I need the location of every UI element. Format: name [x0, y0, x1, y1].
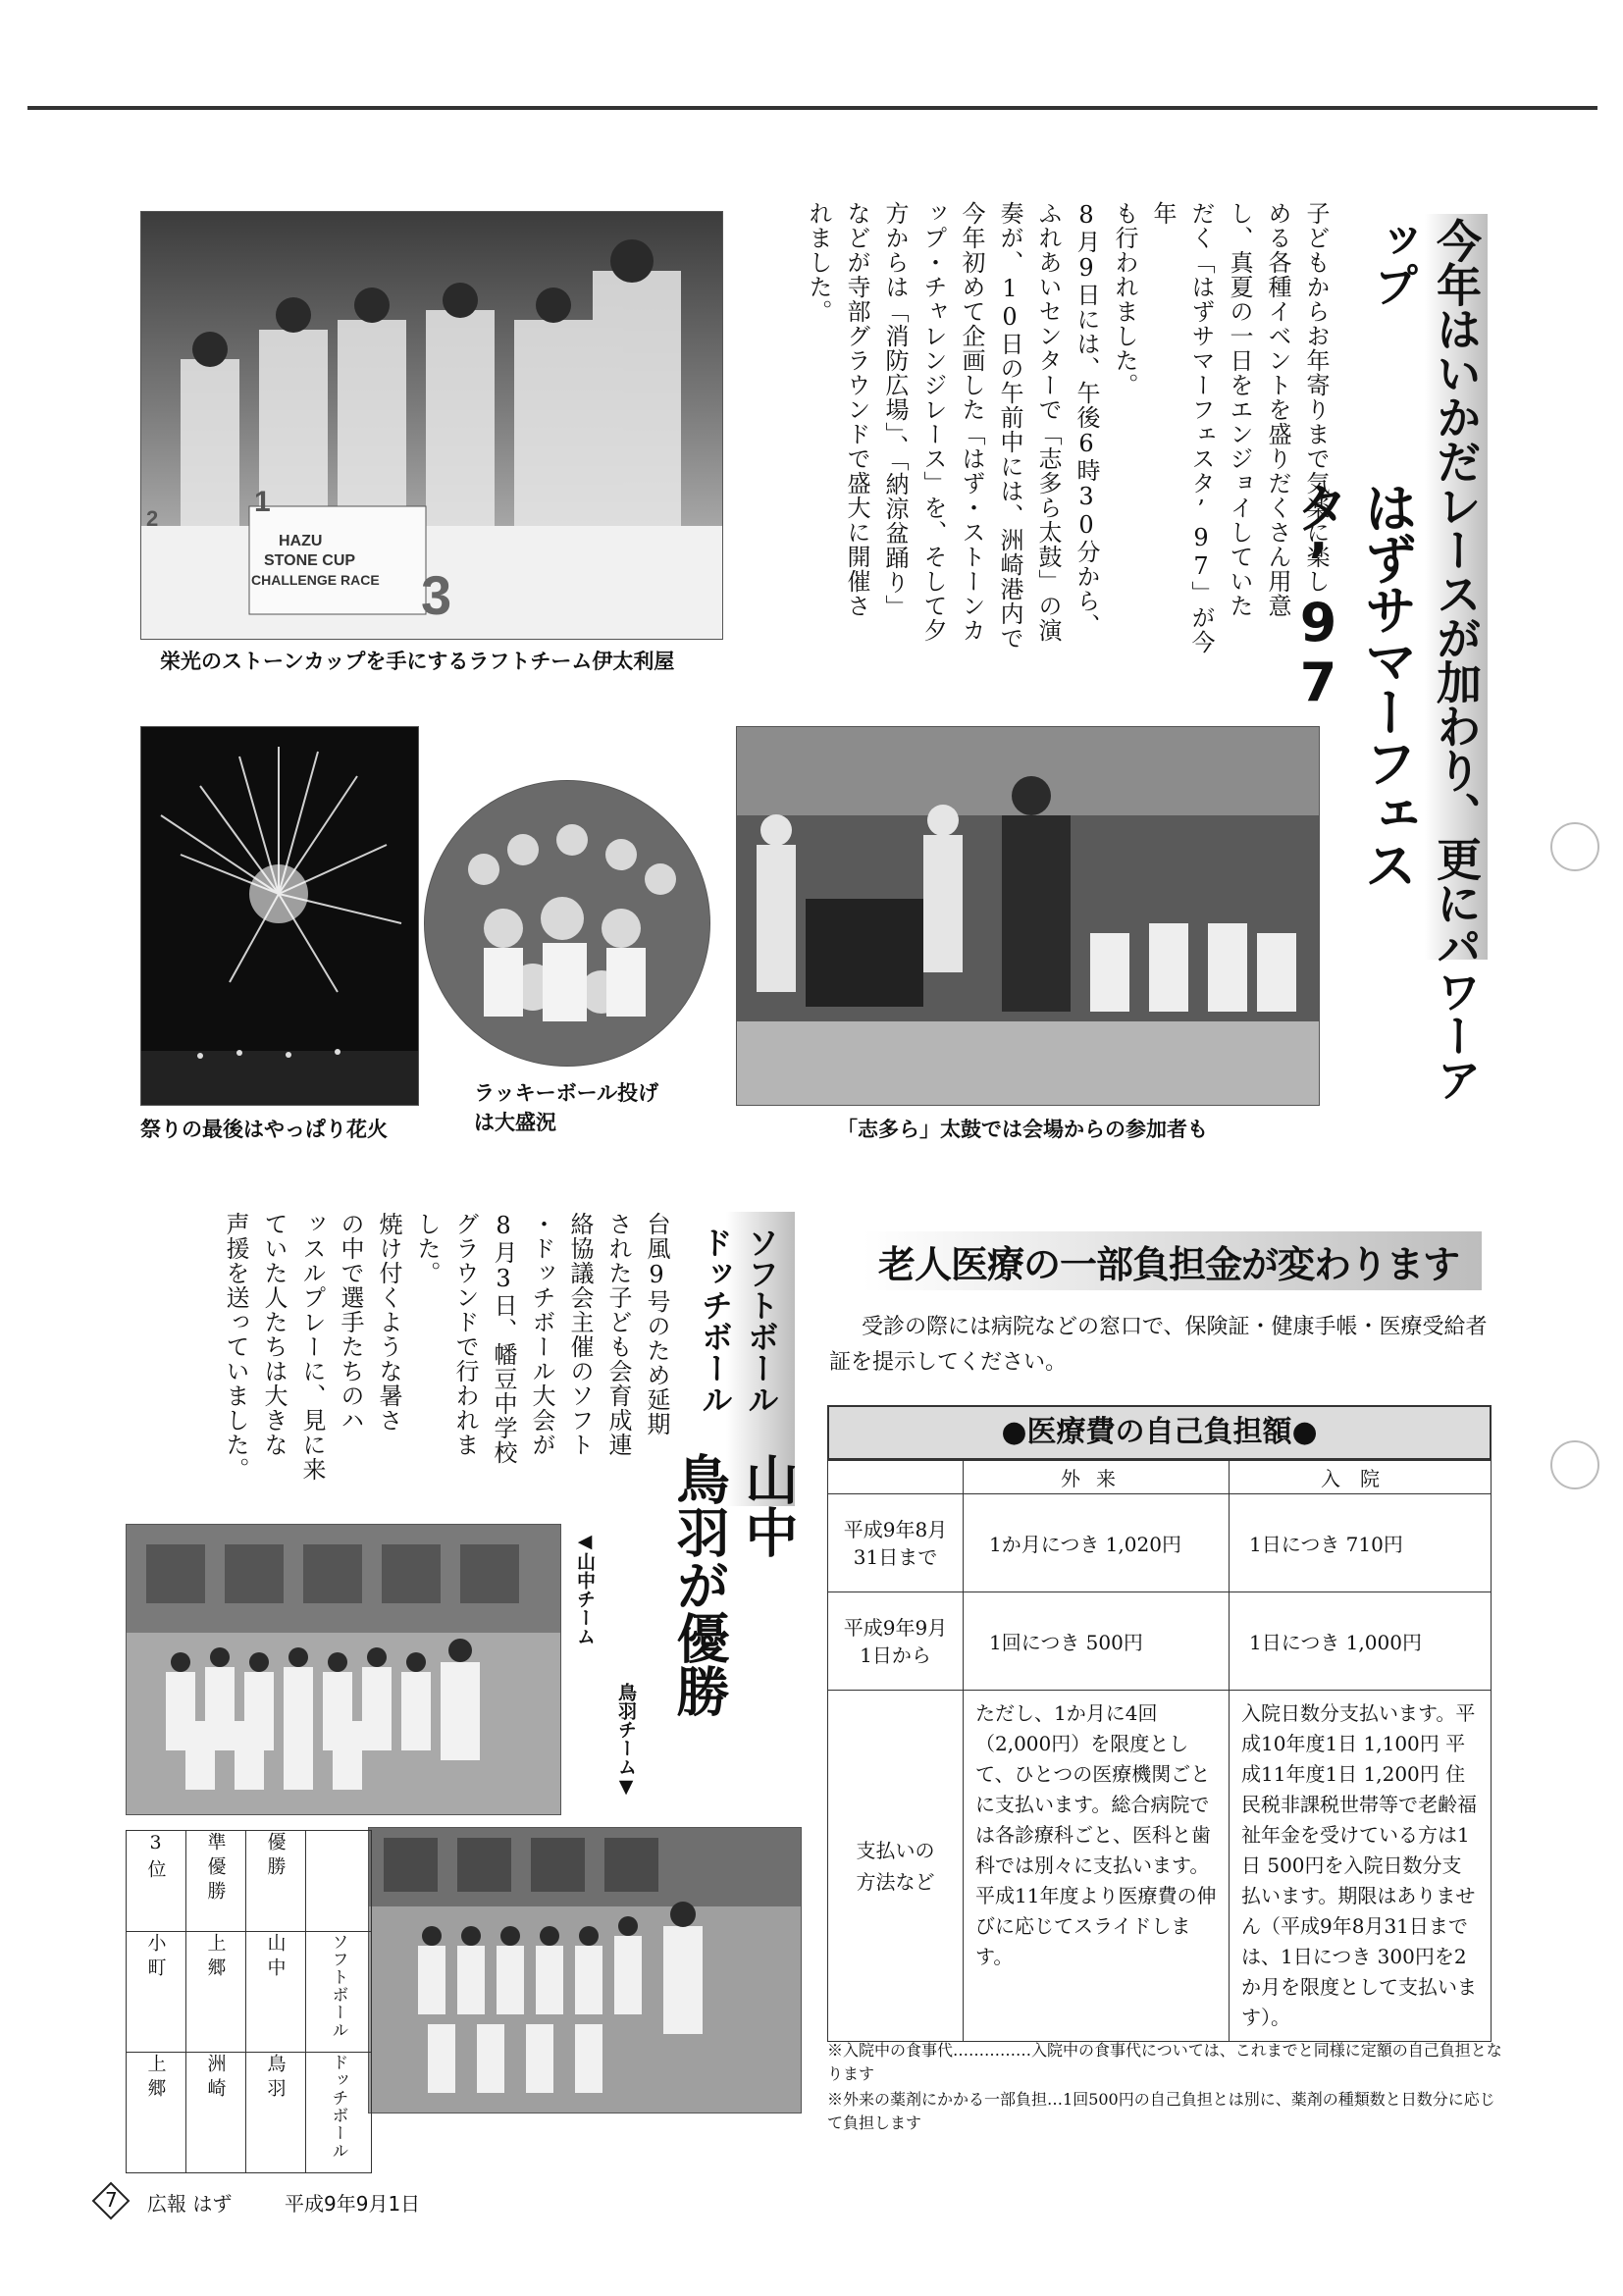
fest-body-line: ふれあいセンターで「志多ら太鼓」の演 — [1034, 201, 1062, 643]
sports-body-line: 8月3日、幡豆中学校 — [490, 1212, 517, 1465]
note-text: 1回500円の自己負担とは別に、薬剤の種類数と日数分に応じて負担します — [827, 2090, 1495, 2132]
taiko-caption: 「志多ら」太鼓では会場からの参加者も — [837, 1118, 1208, 1141]
fest-body-line: 奏が、10日の午前中には、洲崎港内で — [996, 201, 1023, 651]
toba-team-label: 鳥羽チーム▼ — [615, 1683, 637, 1798]
footer-date: 平成9年9月1日 — [285, 2192, 421, 2216]
fee-payment-label: 支払いの方法など — [828, 1691, 964, 2042]
fest-body — [746, 201, 1335, 672]
results-rank-3: 3位 — [127, 1831, 186, 1932]
fee-header-inpatient: 入院 — [1230, 1461, 1492, 1494]
results-col-dodgeball: ドッチボール — [306, 2053, 372, 2173]
fee-row-inpatient: 1日につき 1,000円 — [1230, 1592, 1492, 1691]
medical-intro: 受診の際には病院などの窓口で、保険証・健康手帳・医療受給者証を提示してください。 — [829, 1315, 1488, 1375]
fee-payment-inpatient: 入院日数分支払います。平成10年度1日 1,100円 平成11年度1日 1,200円 住民税非課税世帯等で老齢福祉年金を受けている方は1日 500円を入院日数分支払います。期限はありません（平成9年8月31日までは、1日につき 300円を2か月を限度として支払います）。 — [1230, 1691, 1492, 2042]
medical-fee-table — [827, 1405, 1492, 2042]
results-dodge-1: 鳥羽 — [246, 2053, 306, 2173]
fee-payment-outpatient: ただし、1か月に4回（2,000円）を限度として、ひとつの医療機関ごとに支払います。総合病院では各診療科ごと、医科と歯科では別々に支払います。平成11年度より医療費の伸びに応じてスライドします。 — [964, 1691, 1230, 2042]
fireworks-caption: 祭りの最後はやっぱり花火 — [140, 1118, 388, 1141]
sports-body — [126, 1212, 675, 1506]
lucky-ball-art — [425, 781, 709, 1066]
sports-body-line: ていた人たちは大きな — [260, 1212, 288, 1457]
fest-body-line: 今年初めて企画した「はず・ストーンカ — [958, 201, 985, 643]
fest-body-line: などが寺部グラウンドで盛大に開催さ — [843, 201, 870, 618]
binder-hole — [1550, 822, 1599, 871]
fee-header-outpatient: 外来 — [964, 1461, 1230, 1494]
sports-body-line: した。 — [413, 1212, 441, 1285]
results-col-softball: ソフトボール — [306, 1932, 372, 2053]
raft-team-photo — [140, 211, 723, 640]
fireworks-photo — [140, 726, 419, 1106]
taiko-photo — [736, 726, 1320, 1106]
fest-body-line: める各種イベントを盛りだくさん用意 — [1264, 201, 1291, 618]
yamanaka-team-photo — [126, 1524, 561, 1815]
sports-title-toba: 鳥羽が優勝 — [668, 1452, 730, 1717]
results-rank-1: 優勝 — [246, 1831, 306, 1932]
banner-text-3: CHALLENGE RACE — [251, 572, 380, 588]
toba-team-photo — [368, 1827, 802, 2113]
fest-headline-line1: 今年はいかだレースが加わり、更にパワーアップ — [1367, 218, 1483, 1101]
lucky-ball-caption-1: ラッキーボール投げ — [474, 1081, 659, 1105]
sports-body-line: ッスルプレーに、見に来 — [298, 1212, 326, 1482]
results-soft-3: 小町 — [127, 1932, 186, 2053]
fest-body-line: 方からは「消防広場」、「納涼盆踊り」 — [881, 201, 909, 619]
medical-note-2 — [827, 2088, 1504, 2135]
sports-body-line: 絡協議会主催のソフト — [566, 1212, 594, 1457]
sports-title-dodgeball: ドッチボール — [697, 1226, 734, 1415]
footer-publication: 広報 はず — [147, 2192, 233, 2216]
lucky-ball-photo — [424, 780, 710, 1067]
note-text: 入院中の食事代については、これまでと同様に定額の自己負担となります — [827, 2041, 1502, 2083]
sports-body-line: 台風9号のため延期 — [643, 1212, 670, 1436]
fee-row-outpatient: 1回につき 500円 — [964, 1592, 1230, 1691]
raft-photo-caption: 栄光のストーンカップを手にするラフトチーム伊太利屋 — [160, 650, 675, 673]
results-dodge-3: 上郷 — [127, 2053, 186, 2173]
sports-body-line: 焼け付くような暑さ — [375, 1212, 402, 1433]
fest-body-line: し、真夏の一日をエンジョイしていた — [1226, 201, 1253, 618]
fest-body-line: ップ・チャレンジレース」を、そして夕 — [919, 201, 947, 643]
top-rule — [27, 106, 1597, 110]
fee-row-inpatient: 1日につき 710円 — [1230, 1494, 1492, 1592]
yamanaka-team-label: ◀山中チーム — [574, 1531, 596, 1645]
page-number-badge — [90, 2180, 131, 2221]
fest-body-line: も行われました。 — [1111, 201, 1138, 397]
raft-photo-art — [141, 212, 722, 639]
medical-title: 老人医療の一部負担金が変わります — [878, 1243, 1460, 1286]
fee-grid — [827, 1460, 1492, 2042]
results-soft-2: 上郷 — [186, 1932, 246, 2053]
sports-body-line: 声援を送っていました。 — [222, 1212, 249, 1482]
svg-text:1: 1 — [254, 486, 271, 518]
fest-body-line: れました。 — [805, 201, 832, 324]
sports-body-line: グラウンドで行われま — [451, 1212, 479, 1457]
note-label: ※外来の薬剤にかかる一部負担… — [827, 2090, 1064, 2109]
banner-text-2: STONE CUP — [264, 552, 356, 569]
binder-hole — [1550, 1440, 1599, 1489]
yamanaka-photo-art — [127, 1525, 560, 1814]
results-corner — [306, 1831, 372, 1932]
taiko-art — [737, 727, 1319, 1105]
fest-body-line: 8月9日には、午後6時30分から、 — [1073, 201, 1100, 638]
results-rank-2: 準優勝 — [186, 1831, 246, 1932]
svg-text:3: 3 — [421, 564, 452, 626]
sports-body-line: の中で選手たちのハ — [337, 1212, 364, 1433]
fest-body-line: 子どもからお年寄りまで気楽に楽し — [1302, 201, 1330, 594]
fest-body-line: だく「はずサマーフェスタ’97」が今年 — [1149, 201, 1215, 654]
sports-title-softball: ソフトボール — [743, 1226, 780, 1415]
fee-header-empty — [828, 1461, 964, 1494]
fee-table-title: ●医療費の自己負担額● — [827, 1405, 1492, 1460]
fee-row-outpatient: 1か月につき 1,020円 — [964, 1494, 1230, 1592]
toba-photo-art — [369, 1828, 801, 2113]
svg-text:2: 2 — [146, 506, 159, 531]
sports-body-line: ・ドッチボール大会が — [528, 1212, 555, 1457]
results-grid — [126, 1830, 372, 2173]
fee-row-label: 平成9年8月31日まで — [828, 1494, 964, 1592]
medical-note-1 — [827, 2039, 1504, 2086]
page-number: 7 — [105, 2188, 118, 2212]
fest-headline-line2: はずサマーフェスタ’97 — [1287, 481, 1418, 889]
note-label: ※入院中の食事代…………… — [827, 2041, 1032, 2060]
banner-text-1: HAZU — [279, 533, 323, 549]
fee-row-label: 平成9年9月1日から — [828, 1592, 964, 1691]
results-dodge-2: 洲崎 — [186, 2053, 246, 2173]
sports-title-yamanaka: 山中 — [737, 1452, 799, 1558]
results-soft-1: 山中 — [246, 1932, 306, 2053]
fireworks-art — [141, 727, 418, 1105]
lucky-ball-caption-2: は大盛況 — [474, 1111, 556, 1134]
sports-results-table — [126, 1830, 372, 2173]
sports-body-line: された子ども会育成連 — [604, 1212, 632, 1457]
